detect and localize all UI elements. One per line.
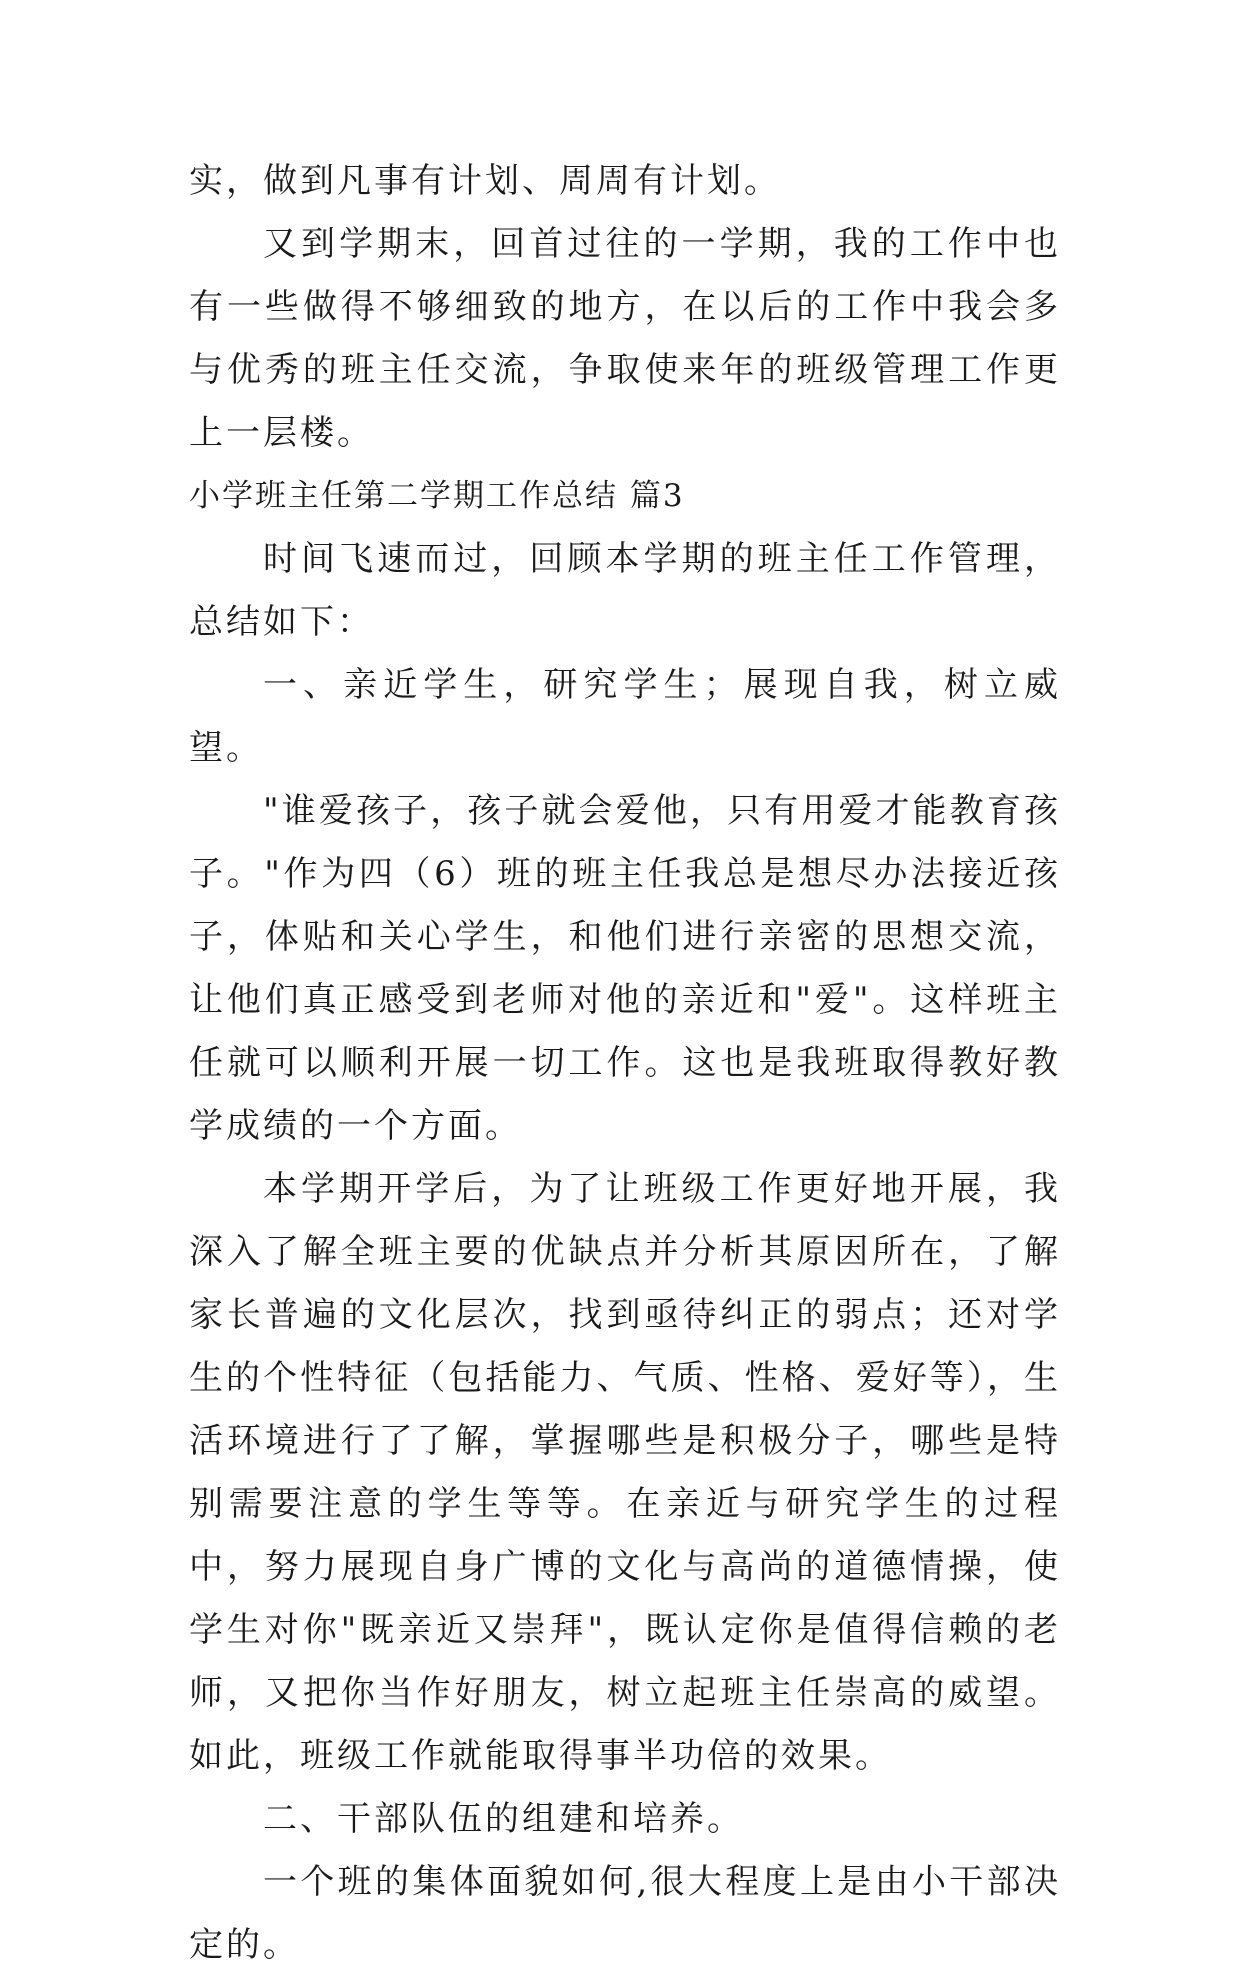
paragraph-6: 本学期开学后，为了让班级工作更好地开展，我深入了解全班主要的优缺点并分析其原因所在，了解家长普遍的文化层次，找到亟待纠正的弱点；还对学生的个性特征（包括能力、气质、性格、爱好等），生活环境进行了了解，掌握哪些是积极分子，哪些是特别需要注意的学生等等。在亲近与研究学生的过程中，努力展现自身广博的文化与高尚的道德情操，使学生对你"既亲近又崇拜"，既认定你是值得信赖的老师，又把你当作好朋友，树立起班主任崇高的威望。如此，班级工作就能取得事半功倍的效果。 (189, 1169, 1061, 1776)
paragraph-1: 实，做到凡事有计划、周周有计划。 (189, 161, 781, 201)
document-body (189, 150, 1061, 1977)
paragraph-3: 时间飞速而过，回顾本学期的班主任工作管理，总结如下： (189, 539, 1061, 642)
paragraph-2: 又到学期末，回首过往的一学期，我的工作中也有一些做得不够细致的地方，在以后的工作中我会多与优秀的班主任交流，争取使来年的班级管理工作更上一层楼。 (189, 224, 1061, 453)
paragraph-5: "谁爱孩子，孩子就会爱他，只有用爱才能教育孩子。"作为四（6）班的班主任我总是想尽办法接近孩子，体贴和关心学生，和他们进行亲密的思想交流，让他们真正感受到老师对他的亲近和"爱"。这样班主任就可以顺利开展一切工作。这也是我班取得教好教学成绩的一个方面。 (189, 791, 1061, 1146)
paragraph-7: 二、干部队伍的组建和培养。 (263, 1799, 744, 1839)
section-heading: 小学班主任第二学期工作总结 篇3 (189, 478, 685, 514)
paragraph-4: 一、亲近学生，研究学生；展现自我，树立威望。 (189, 665, 1061, 768)
paragraph-8: 一个班的集体面貌如何,很大程度上是由小干部决定的。 (189, 1862, 1061, 1965)
